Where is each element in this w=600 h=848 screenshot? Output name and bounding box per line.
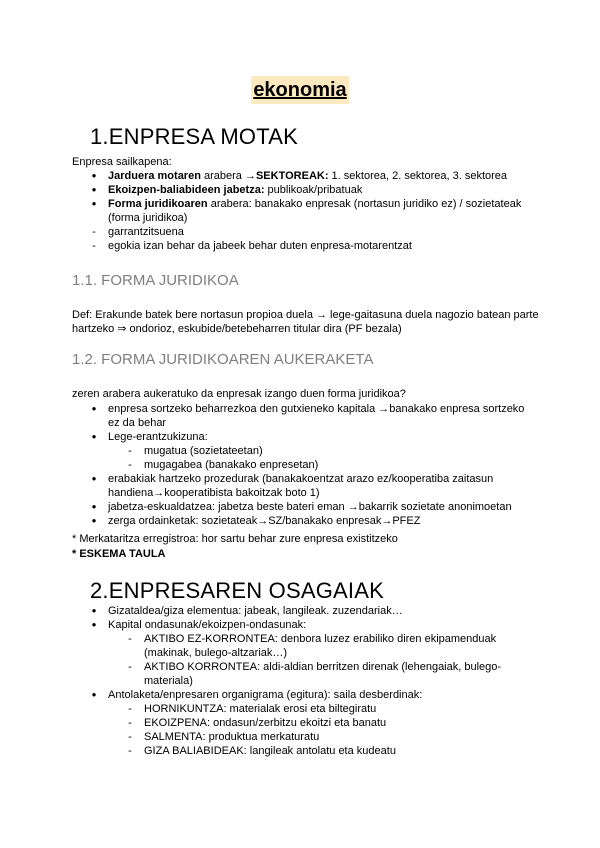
list-item: ● Gizataldea/giza elementua: jabeak, langileak. zuzendariak… <box>0 604 600 618</box>
bullet-icon: ● <box>91 199 97 208</box>
list-item: - egokia izan behar da jabeek behar duten enpresa-motarentzat <box>0 239 600 253</box>
section-1-heading: 1.ENPRESA MOTAK <box>90 124 298 149</box>
bullet-icon: ● <box>91 516 97 525</box>
dash-icon: - <box>128 745 132 757</box>
list-item: - SALMENTA: produktua merkaturatu <box>0 730 600 744</box>
list-item: - HORNIKUNTZA: materialak erosi eta biltegiratu <box>0 702 600 716</box>
note-eskema-taula: * ESKEMA TAULA <box>72 548 166 560</box>
dash-icon: - <box>128 633 132 645</box>
bullet-icon: ● <box>91 502 97 511</box>
list-item: ● Jarduera motaren arabera →SEKTOREAK: 1. sektorea, 2. sektorea, 3. sektorea <box>0 169 600 183</box>
bullet-icon: ● <box>91 620 97 629</box>
list-item: - mugatua (sozietateetan) <box>0 444 600 458</box>
list-item: ● zerga ordainketak: sozietateak→SZ/banakako enpresak→PFEZ <box>0 514 600 528</box>
section-1-2-intro: zeren arabera aukeratuko da enpresak izango duen forma juridikoa? <box>72 388 406 400</box>
dash-icon: - <box>128 731 132 743</box>
list-item: ● Antolaketa/enpresaren organigrama (egitura): saila desberdinak: <box>0 688 600 702</box>
section-2-heading: 2.ENPRESAREN OSAGAIAK <box>90 578 384 603</box>
bullet-icon: ● <box>91 474 97 483</box>
bullet-icon: ● <box>91 606 97 615</box>
section-1-intro: Enpresa sailkapena: <box>72 156 172 168</box>
list-item: ● Ekoizpen-baliabideen jabetza: publikoak/pribatuak <box>0 183 600 197</box>
bullet-icon: ● <box>91 432 97 441</box>
dash-icon: - <box>128 445 132 457</box>
section-1-2-list <box>0 402 600 528</box>
list-item: - AKTIBO KORRONTEA: aldi-aldian berritzen direnak (lehengaiak, bulego-materiala) <box>0 660 600 688</box>
bullet-icon: ● <box>91 404 97 413</box>
section-2-list <box>0 604 600 758</box>
list-item: - AKTIBO EZ-KORRONTEA: denbora luzez erabiliko diren ekipamenduak (makinak, bulego-altzariak…) <box>0 632 600 660</box>
list-item: - EKOIZPENA: ondasun/zerbitzu ekoitzi eta banatu <box>0 716 600 730</box>
note-merkataritza: * Merkataritza erregistroa: hor sartu behar zure enpresa existitzeko <box>72 533 398 545</box>
list-item: ● Forma juridikoaren arabera: banakako enpresak (nortasun juridiko ez) / sozietateak (forma juridikoa) <box>0 197 600 225</box>
list-item: - garrantzitsuena <box>0 225 600 239</box>
section-1-2-heading: 1.2. FORMA JURIDIKOAREN AUKERAKETA <box>72 351 374 368</box>
bullet-icon: ● <box>91 690 97 699</box>
section-1-1-definition: Def: Erakunde batek bere nortasun propioa duela → lege-gaitasuna duela nagozio batean parte hartzeko ⇒ ondorioz, eskubide/betebeharren titular dira (PF bezala) <box>72 309 539 335</box>
title-wrap <box>0 76 600 104</box>
bullet-icon: ● <box>91 171 97 180</box>
list-item: ● Kapital ondasunak/ekoizpen-ondasunak: <box>0 618 600 632</box>
dash-icon: - <box>92 226 96 238</box>
dash-icon: - <box>128 703 132 715</box>
bullet-icon: ● <box>91 185 97 194</box>
list-item: - mugagabea (banakako enpresetan) <box>0 458 600 472</box>
dash-icon: - <box>128 717 132 729</box>
dash-icon: - <box>128 661 132 673</box>
section-1-list <box>0 169 600 253</box>
list-item: ● erabakiak hartzeko prozedurak (banakakoentzat arazo ez/kooperatiba zaitasun handiena→kooperatibista bakoitzak boto 1) <box>0 472 600 500</box>
section-1-1-heading: 1.1. FORMA JURIDIKOA <box>72 272 239 289</box>
dash-icon: - <box>92 240 96 252</box>
list-item: ● jabetza-eskualdatzea: jabetza beste bateri eman →bakarrik sozietate anonimoetan <box>0 500 600 514</box>
document-title: ekonomia <box>251 76 348 104</box>
list-item: ● enpresa sortzeko beharrezkoa den gutxieneko kapitala →banakako enpresa sortzeko ez da behar <box>0 402 600 430</box>
dash-icon: - <box>128 459 132 471</box>
list-item: - GIZA BALIABIDEAK: langileak antolatu eta kudeatu <box>0 744 600 758</box>
list-item: ● Lege-erantzukizuna: <box>0 430 600 444</box>
